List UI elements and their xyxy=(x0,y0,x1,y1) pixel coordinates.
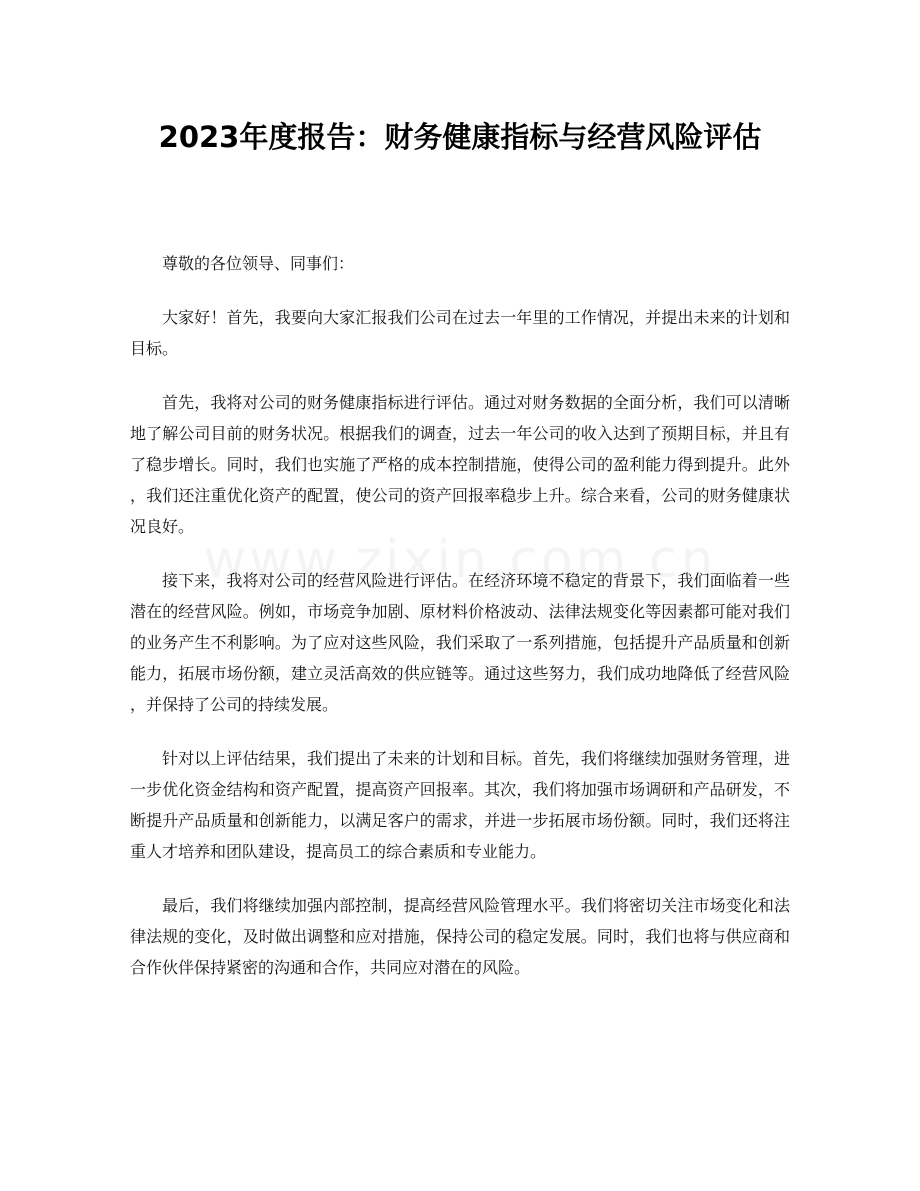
body-paragraph: 大家好！首先，我要向大家汇报我们公司在过去一年里的工作情况，并提出未来的计划和目标。 xyxy=(130,308,790,358)
greeting-paragraph: 尊敬的各位领导、同事们： xyxy=(162,254,355,273)
page-title: 2023年度报告：财务健康指标与经营风险评估 xyxy=(158,120,762,154)
body-paragraph: 首先，我将对公司的财务健康指标进行评估。通过对财务数据的全面分析，我们可以清晰地了解公司目前的财务状况。根据我们的调查，过去一年公司的收入达到了预期目标，并且有了稳步增长。同时，我们也实施了严格的成本控制措施，使得公司的盈利能力得到提升。此外，我们还注重优化资产的配置，使公司的资产回报率稳步上升。综合来看，公司的财务健康状况良好。 xyxy=(130,393,790,536)
body-paragraph: 针对以上评估结果，我们提出了未来的计划和目标。首先，我们将继续加强财务管理，进一步优化资金结构和资产配置，提高资产回报率。其次，我们将加强市场调研和产品研发，不断提升产品质量和创新能力，以满足客户的需求，并进一步拓展市场份额。同时，我们还将注重人才培养和团队建设，提高员工的综合素质和专业能力。 xyxy=(130,749,790,861)
body-paragraph: 最后，我们将继续加强内部控制，提高经营风险管理水平。我们将密切关注市场变化和法律法规的变化，及时做出调整和应对措施，保持公司的稳定发展。同时，我们也将与供应商和合作伙伴保持紧密的沟通和合作，共同应对潜在的风险。 xyxy=(130,896,790,977)
body-paragraph: 接下来，我将对公司的经营风险进行评估。在经济环境不稳定的背景下，我们面临着一些潜在的经营风险。例如，市场竞争加剧、原材料价格波动、法律法规变化等因素都可能对我们的业务产生不利影响。为了应对这些风险，我们采取了一系列措施，包括提升产品质量和创新能力，拓展市场份额，建立灵活高效的供应链等。通过这些努力，我们成功地降低了经营风险，并保持了公司的持续发展。 xyxy=(130,571,790,714)
document-body xyxy=(130,248,790,1006)
